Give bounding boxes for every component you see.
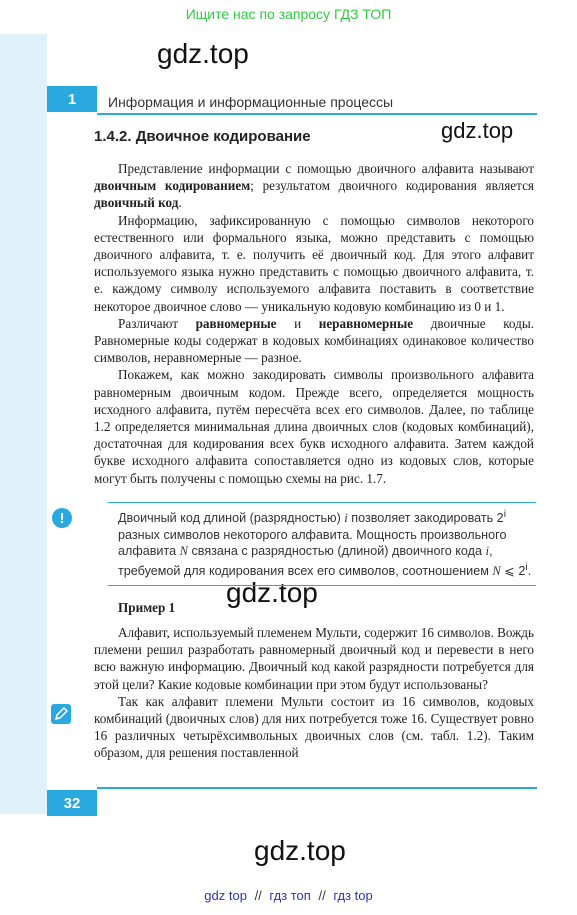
chapter-divider bbox=[97, 113, 537, 115]
paragraph: Различают равномерные и неравномерные двоичные коды. Равномерные коды содержат в кодовых комбинациях одинаковое количество символов, неравномерные — разное. bbox=[94, 315, 535, 366]
footer-links bbox=[0, 888, 577, 903]
chapter-number: 1 bbox=[47, 86, 97, 112]
paragraph: Так как алфавит племени Мульти состоит из 16 символов, кодовых комбинаций (двоичных слов) для них потребуется тоже 16. Существует ровно 16 различных четырёхсимвольных двоичных слов (см. табл. 1.2). Таким образом, для решения поставленной bbox=[94, 693, 534, 761]
footer-separator: // bbox=[318, 888, 326, 903]
chapter-title: Информация и информационные процессы bbox=[108, 94, 394, 110]
page-margin-strip bbox=[0, 34, 47, 814]
example-heading: Пример 1 bbox=[118, 600, 176, 615]
footer-link[interactable]: гдз топ bbox=[269, 888, 311, 903]
paragraph: Алфавит, используемый племенем Мульти, содержит 16 символов. Вождь племени решил разработать равномерный двоичный код и перевести в него всю важную информацию. Двоичный код какой разрядности потребуется для этой цели? Какие кодовые комбинации при этом будут использованы? bbox=[94, 625, 534, 692]
paragraph: Представление информации с помощью двоичного алфавита называют двоичным кодированием; результатом двоичного кодирования является двоичный код. bbox=[94, 161, 534, 211]
footer-link[interactable]: gdz top bbox=[204, 888, 247, 903]
footer-separator: // bbox=[254, 888, 262, 903]
watermark: gdz.top bbox=[441, 118, 514, 143]
watermark: gdz.top bbox=[226, 577, 318, 608]
page-number: 32 bbox=[47, 790, 97, 816]
pencil-icon bbox=[51, 704, 71, 724]
paragraph: Покажем, как можно закодировать символы произвольного алфавита равномерным двоичным кодом. Прежде всего, определяется мощность исходного алфавита, путём пересчёта всех его символов. Далее, по таблице 1.2 определяется минимальная длина двоичных слов (кодовых комбинаций), достаточная для кодирования всех букв исходного алфавита. Затем каждой букве исходного алфавита сопоставляется одно из кодовых слов, которые могут быть получены с помощью схемы на рис. 1.7. bbox=[94, 367, 534, 486]
top-search-link[interactable]: Ищите нас по запросу ГДЗ ТОП bbox=[185, 6, 392, 22]
paragraph: Информацию, зафиксированную с помощью символов некоторого естественного или формального языка, можно представить с помощью двоичного алфавита, т. е. получить её двоичный код. Для этого алфавит используемого языка нужно представить с помощью двоичного алфавита, т. е. каждому символу используемого алфавита поставить в соответствие некоторое двоичное слово — уникальную кодовую комбинацию из 0 и 1. bbox=[94, 212, 534, 314]
watermark: gdz.top bbox=[157, 38, 249, 69]
section-title: 1.4.2. Двоичное кодирование bbox=[94, 128, 311, 145]
page-divider bbox=[97, 787, 537, 789]
watermark: gdz.top bbox=[254, 835, 346, 866]
example-body bbox=[94, 624, 534, 762]
exclamation-icon: ! bbox=[52, 508, 72, 528]
note-text: Двоичный код длиной (разрядностью) i позволяет закодировать 2$^i$ разных символов некоторого алфавита. Мощность произвольного алфавита N связана с разрядностью (длиной) двоичного кода i, требуемой для кодирования всех его символов, соотношением N ⩽ 2$^i$. bbox=[118, 508, 532, 579]
section-body bbox=[94, 160, 534, 487]
footer-link[interactable]: гдз top bbox=[333, 888, 373, 903]
